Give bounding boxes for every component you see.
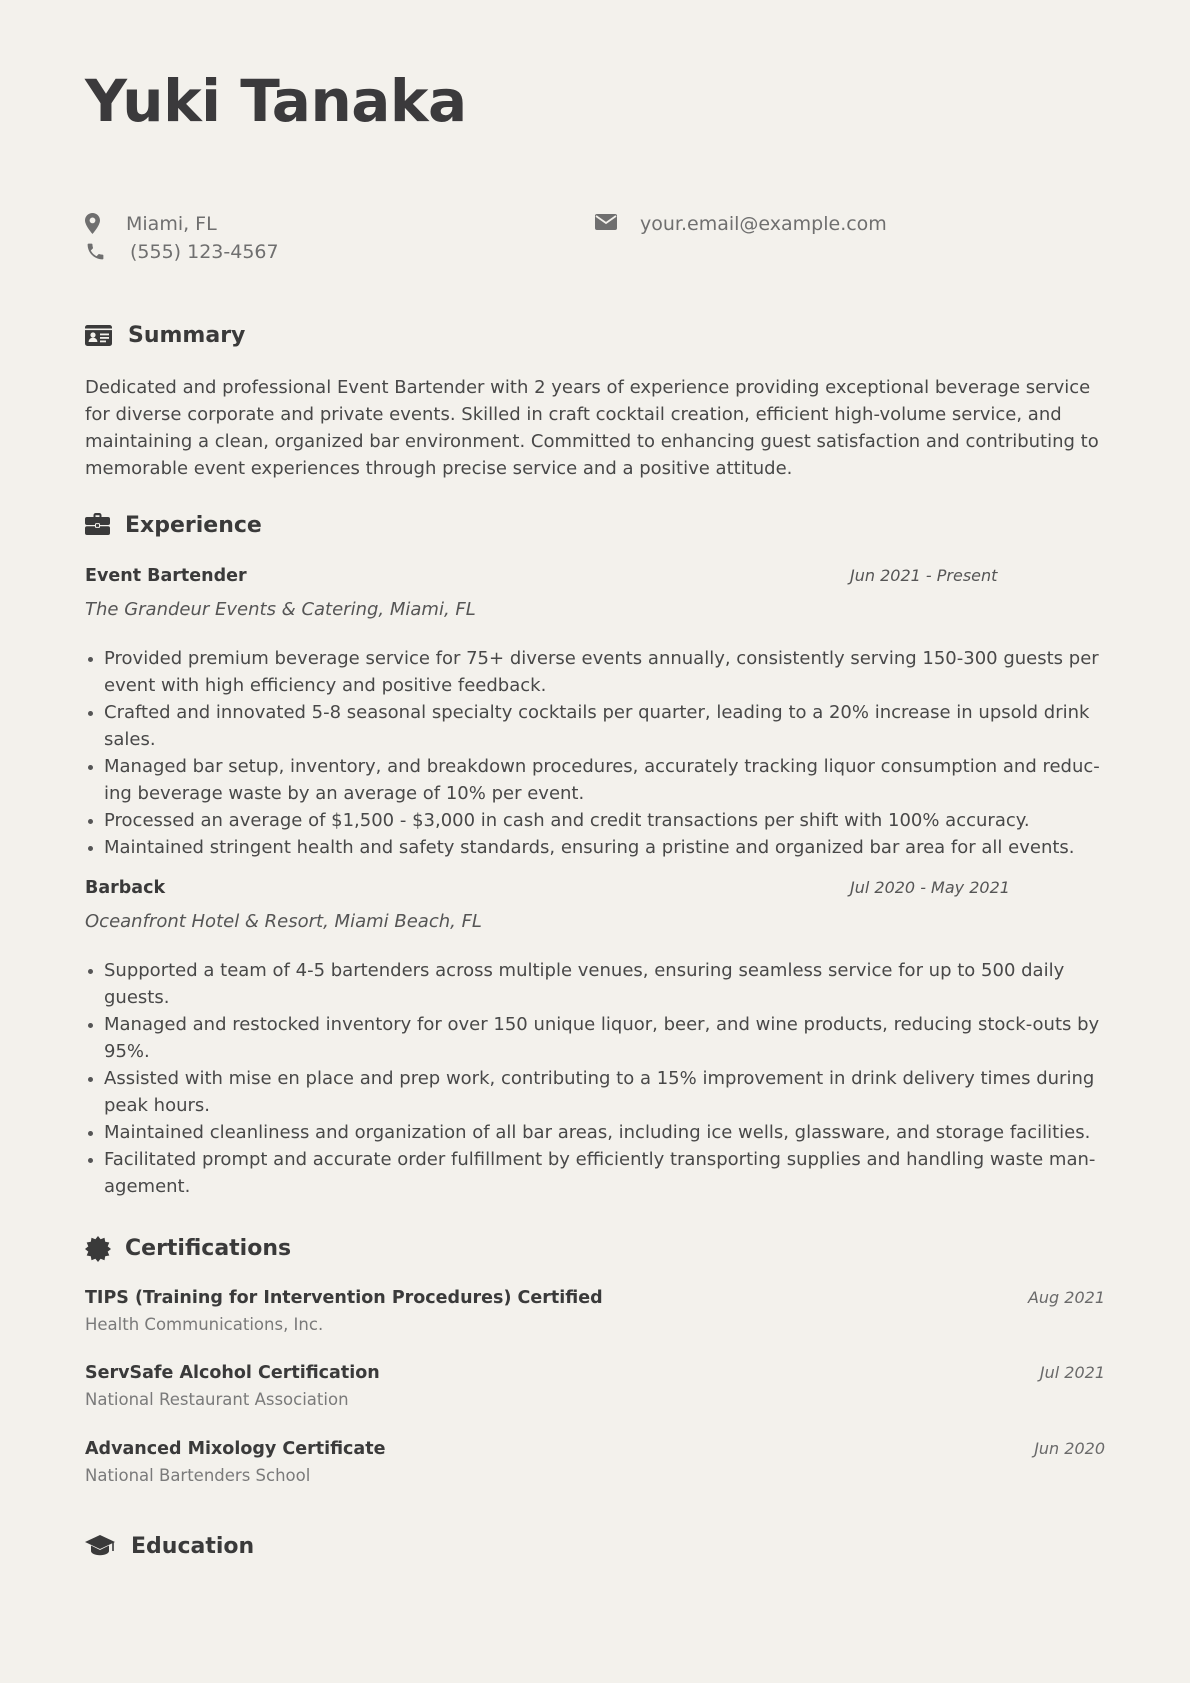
- id-card-icon: [85, 325, 112, 350]
- job-bullet: Crafted and innovated 5-8 seasonal specialty cocktails per quarter, leading to a 20% increase in upsold drink sales.: [85, 699, 1107, 753]
- job-bullet: Maintained stringent health and safety standards, ensuring a pristine and organized bar area for all events.: [85, 834, 1107, 861]
- certification-org: Health Communications, Inc.: [85, 1315, 324, 1334]
- job-bullets: [85, 645, 1107, 861]
- certification-date: Aug 2021: [1027, 1288, 1105, 1307]
- job-title: Barback: [85, 878, 166, 898]
- certification-org: National Bartenders School: [85, 1466, 311, 1485]
- job-company: The Grandeur Events & Catering, Miami, FL: [85, 599, 476, 620]
- job-title: Event Bartender: [85, 566, 247, 586]
- certification-org: National Restaurant Association: [85, 1390, 349, 1409]
- education-heading: Education: [131, 1534, 255, 1559]
- certification-date: Jul 2021: [1039, 1363, 1105, 1382]
- job-bullet: Provided premium beverage service for 75+ diverse events annually, consistently serving 150-300 guests per event with high efficiency and positive feedback.: [85, 645, 1107, 699]
- certification-date: Jun 2020: [1034, 1439, 1105, 1458]
- email-link[interactable]: your.email@example.com: [640, 213, 887, 235]
- job-date: Jul 2020 - May 2021: [850, 878, 1010, 897]
- job-date: Jun 2021 - Present: [850, 566, 998, 585]
- envelope-icon: [595, 213, 617, 235]
- certifications-heading: Certifications: [125, 1236, 292, 1261]
- experience-heading: Experience: [125, 513, 262, 538]
- candidate-name: Yuki Tanaka: [85, 67, 467, 135]
- certificate-icon: [85, 1236, 111, 1266]
- briefcase-icon: [85, 513, 110, 539]
- phone-icon: [85, 241, 106, 266]
- job-bullet: Supported a team of 4-5 bartenders across multiple venues, ensuring seamless service for up to 500 daily guests.: [85, 957, 1107, 1011]
- job-bullet: Processed an average of $1,500 - $3,000 in cash and credit transactions per shift with 100% accuracy.: [85, 807, 1107, 834]
- certification-name: TIPS (Training for Intervention Procedures) Certified: [85, 1288, 603, 1308]
- job-company: Oceanfront Hotel & Resort, Miami Beach, FL: [85, 911, 482, 932]
- certification-name: ServSafe Alcohol Certification: [85, 1363, 380, 1383]
- summary-text: Dedicated and professional Event Bartender with 2 years of experience providing exceptional beverage service for diverse corporate and private events. Skilled in craft cocktail creation, efficient high-volume service, and maintaining a clean, organized bar environment. Committed to enhancing guest satisfaction and contributing to memorable event experiences through precise service and a positive attitude.: [85, 377, 1099, 479]
- location-text: Miami, FL: [126, 213, 217, 235]
- phone-text: (555) 123-4567: [130, 241, 279, 263]
- map-marker-icon: [85, 213, 100, 238]
- graduation-cap-icon: [85, 1535, 115, 1561]
- certification-name: Advanced Mixology Certificate: [85, 1439, 386, 1459]
- job-bullets: [85, 957, 1107, 1200]
- job-bullet: Assisted with mise en place and prep work, contributing to a 15% improvement in drink delivery times during peak hours.: [85, 1065, 1107, 1119]
- job-bullet: Maintained cleanliness and organization of all bar areas, including ice wells, glassware, and storage facilities.: [85, 1119, 1107, 1146]
- job-bullet: Facilitated prompt and accurate order fulfillment by efficiently transporting supplies and handling waste man-agement.: [85, 1146, 1107, 1200]
- summary-heading: Summary: [128, 323, 246, 348]
- job-bullet: Managed bar setup, inventory, and breakdown procedures, accurately tracking liquor consumption and reduc-ing beverage waste by an average of 10% per event.: [85, 753, 1107, 807]
- job-bullet: Managed and restocked inventory for over 150 unique liquor, beer, and wine products, reducing stock-outs by 95%.: [85, 1011, 1107, 1065]
